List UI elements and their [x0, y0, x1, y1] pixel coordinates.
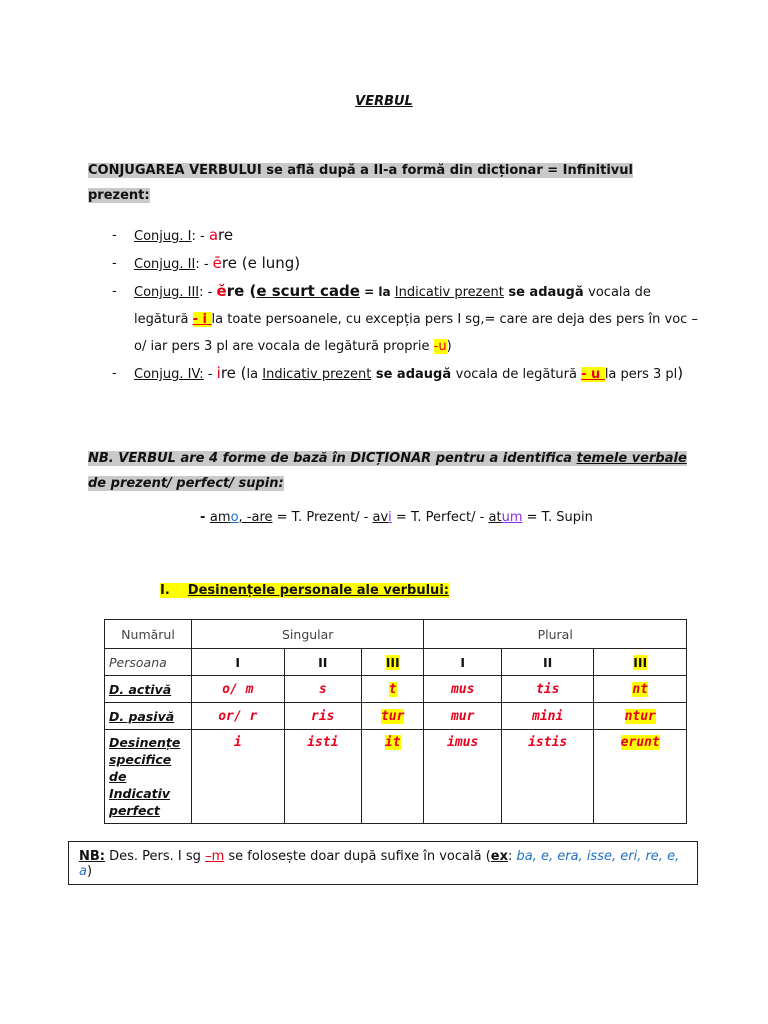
section-heading: I. Desinențele personale ale verbului: [160, 583, 449, 598]
conj-label: Conjug. I [134, 229, 192, 244]
theme-vowel: i [216, 364, 221, 382]
table-cell: tis [535, 682, 560, 697]
table-row [105, 676, 687, 703]
table-cell: it [384, 735, 401, 750]
table-row [105, 730, 687, 824]
row-label-perfect: Desinențe specifice de Indicativ perfect [105, 730, 192, 824]
conj-label: Conjug. II [134, 257, 196, 272]
table-cell: s [318, 682, 327, 697]
table-cell: mur [450, 709, 475, 724]
theme-vowel: ĕ [216, 282, 227, 300]
table-cell: I [424, 649, 501, 676]
table-cell: II [501, 649, 594, 676]
row-label-pasiva: D. pasivă [105, 703, 192, 730]
table-cell: or/ r [218, 709, 258, 724]
table-header-numarul: Numărul [105, 620, 192, 649]
page-title: VERBUL [355, 94, 413, 109]
row-label-persoana: Persoana [105, 649, 192, 676]
table-header-plural: Plural [424, 620, 687, 649]
table-cell: imus [447, 735, 479, 750]
conj-label: Conjug. IV: [134, 367, 204, 382]
table-cell: erunt [620, 735, 660, 750]
table-cell: III [633, 654, 648, 670]
table-cell: isti [307, 735, 339, 750]
table-row [105, 703, 687, 730]
table-cell: I [192, 649, 285, 676]
conjugation-list [112, 222, 702, 388]
conjugation-intro [88, 158, 688, 208]
connecting-vowel-i: - i [192, 312, 212, 327]
table-cell: ris [311, 709, 335, 724]
connecting-vowel-u: - u [581, 367, 605, 382]
list-item-conj-2: - Conjug. II: - ēre (e lung) [112, 254, 301, 272]
nb-box: NB: Des. Pers. I sg –m se folosește doar după sufixe în vocală (ex: ba, e, era, isse, eri, re, e, a) [68, 841, 698, 885]
conjugation-intro-text: CONJUGAREA VERBULUI se află după a II-a formă din dicționar = Infinitivul prezent: [88, 163, 633, 203]
nb-forms: NB. VERBUL are 4 forme de bază în DICȚIONAR pentru a identifica temele verbale de prezent/ perfect/ supin: [88, 451, 687, 491]
connecting-vowel-u: -u [433, 339, 447, 354]
table-cell: tur [380, 709, 405, 724]
table-row [105, 649, 687, 676]
table-header-singular: Singular [192, 620, 424, 649]
table-cell: mini [532, 709, 564, 724]
row-label-activa: D. activă [105, 676, 192, 703]
theme-vowel: ē [212, 254, 222, 272]
list-item-conj-3: - Conjug. III: - ĕre (e scurt cade = la Indicativ prezent se adaugă vocala de legătură - i la toate persoanele, cu excepția pers I sg,= care are deja des pers în voc –o/ iar pers 3 pl are vocala de legătură proprie -u) [112, 282, 698, 354]
principal-parts-example: - amo, -are = T. Prezent/ - avi = T. Perfect/ - atum = T. Supin [200, 510, 593, 525]
table-cell: III [385, 654, 400, 670]
table-row [105, 620, 687, 649]
table-cell: istis [528, 735, 568, 750]
nb-label: NB: [79, 849, 105, 864]
table-cell: ntur [624, 709, 656, 724]
table-cell: i [233, 735, 242, 750]
conj-label: Conjug. III [134, 285, 200, 300]
list-item-conj-4: - Conjug. IV: - ire (la Indicativ prezent se adaugă vocala de legătură - u la pers 3 pl) [112, 364, 684, 382]
endings-table [104, 619, 687, 824]
table-cell: mus [450, 682, 475, 697]
table-cell: o/ m [222, 682, 254, 697]
table-cell: nt [632, 682, 649, 697]
table-cell: t [388, 682, 397, 697]
table-cell: II [284, 649, 361, 676]
theme-vowel: a [208, 226, 219, 244]
list-item-conj-1: - Conjug. I: - are [112, 226, 234, 244]
